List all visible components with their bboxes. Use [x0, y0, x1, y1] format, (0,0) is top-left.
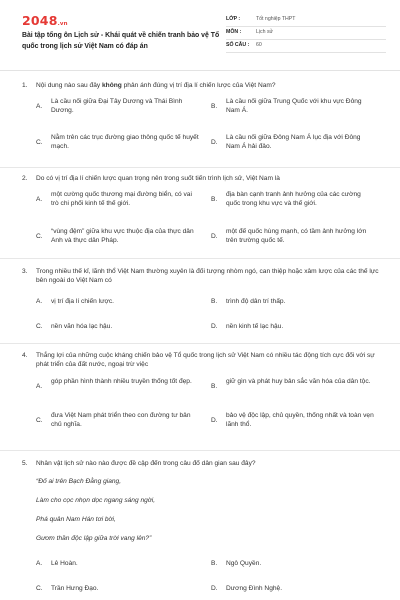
- question-3: [22, 267, 388, 343]
- question-number: 3.: [22, 268, 28, 275]
- worksheet-meta: [226, 14, 386, 53]
- logo-suffix: .vn: [57, 21, 68, 27]
- option-text: một đế quốc hùng mạnh, có tầm ảnh hưởng lớn trên trường quốc tế.: [226, 228, 367, 245]
- option-letter: A.: [36, 298, 43, 306]
- option-letter: A.: [36, 383, 43, 391]
- meta-value: 60: [256, 42, 262, 49]
- option-text: nền văn hóa lạc hậu.: [51, 323, 113, 331]
- option-text: “vùng đệm” giữa khu vực thuộc địa của thực dân Anh và thực dân Pháp.: [51, 228, 194, 245]
- meta-row-subject: [226, 27, 386, 40]
- site-logo[interactable]: [22, 12, 68, 29]
- header-divider: [0, 70, 400, 71]
- stem-text: Nhân vật lịch sử nào nào được đề cập đến trong câu đố dân gian sau đây?: [36, 460, 256, 467]
- riddle-line: Gươm thần độc lập giữa trời vang lên?”: [36, 535, 152, 543]
- option-text: trình độ dân trí thấp.: [226, 298, 286, 306]
- question-stem: [22, 267, 388, 285]
- option-text: giữ gìn và phát huy bản sắc văn hóa của dân tộc.: [226, 378, 371, 386]
- meta-row-class: [226, 14, 386, 27]
- question-number: 2.: [22, 175, 28, 182]
- options: [22, 97, 388, 169]
- meta-label: LỚP :: [226, 16, 241, 23]
- options: [22, 559, 388, 595]
- worksheet-title: Bài tập tổng ôn Lịch sử - Khái quát về chiến tranh bảo vệ Tổ quốc trong lịch sử Việt Nam có đáp án: [22, 32, 220, 50]
- option-text: một cường quốc thương mại đường biển, có vai trò chi phối kinh tế thế giới.: [51, 191, 192, 208]
- stem-text: Thắng lợi của những cuộc kháng chiến bảo vệ Tổ quốc trong lịch sử Việt Nam có nhiều tác động tích cực đối với sự phát triển của đất nước, ngoại trừ việc: [36, 352, 375, 369]
- option-letter: A.: [36, 560, 43, 568]
- riddle-line: Phá quân Nam Hán tơi bời,: [36, 516, 116, 524]
- option-letter: B.: [211, 298, 218, 306]
- question-divider: [0, 167, 400, 168]
- option-letter: A.: [36, 196, 43, 204]
- stem-text: Trong nhiều thế kỉ, lãnh thổ Việt Nam thường xuyên là đối tượng nhòm ngó, can thiệp hoặc xâm lược của các thế lực bên ngoài do Việt Nam có: [36, 268, 379, 285]
- option-text: Là cầu nối giữa Đại Tây Dương và Thái Bình Dương.: [51, 98, 183, 115]
- option-text: Ngô Quyền.: [226, 560, 262, 568]
- question-stem: [22, 174, 388, 183]
- option-letter: C.: [36, 585, 43, 593]
- option-letter: B.: [211, 196, 218, 204]
- question-number: 1.: [22, 82, 28, 89]
- option-letter: B.: [211, 383, 218, 391]
- worksheet-header: [0, 0, 400, 62]
- options: [22, 297, 388, 343]
- options: [22, 190, 388, 262]
- question-1: [22, 81, 388, 169]
- option-text: nền kinh tế lạc hậu.: [226, 323, 284, 331]
- option-letter: D.: [211, 139, 218, 147]
- option-letter: B.: [211, 560, 218, 568]
- option-letter: A.: [36, 103, 43, 111]
- option-text: bảo vệ độc lập, chủ quyền, thống nhất và toàn vẹn lãnh thổ.: [226, 412, 374, 429]
- option-letter: D.: [211, 585, 218, 593]
- folk-riddle: [22, 477, 388, 553]
- riddle-line: “Đố ai trên Bạch Đằng giang,: [36, 478, 122, 486]
- option-text: đưa Việt Nam phát triển theo con đường tư bản chủ nghĩa.: [51, 412, 191, 429]
- option-text: Dương Đình Nghệ.: [226, 585, 283, 593]
- option-letter: C.: [36, 323, 43, 331]
- stem-keyword: không: [102, 82, 122, 89]
- question-5: [22, 459, 388, 595]
- option-text: Trần Hưng Đạo.: [51, 585, 99, 593]
- option-letter: D.: [211, 323, 218, 331]
- meta-row-count: [226, 40, 386, 53]
- question-number: 4.: [22, 352, 28, 359]
- option-letter: D.: [211, 417, 218, 425]
- option-text: địa bàn cạnh tranh ảnh hưởng của các cường quốc trong khu vực và thế giới.: [226, 191, 361, 208]
- question-number: 5.: [22, 460, 28, 467]
- option-text: vị trí địa lí chiến lược.: [51, 298, 114, 306]
- question-divider: [0, 450, 400, 451]
- option-letter: D.: [211, 233, 218, 241]
- meta-label: MÔN :: [226, 29, 242, 36]
- stem-text: Do có vị trí địa lí chiến lược quan trọng nên trong suốt tiến trình lịch sử, Việt Nam là: [36, 175, 280, 182]
- question-divider: [0, 258, 400, 259]
- meta-value: Lịch sử: [256, 29, 274, 36]
- riddle-line: Làm cho cọc nhọn dọc ngang sáng ngời,: [36, 497, 156, 505]
- question-stem: [22, 81, 388, 90]
- option-text: Nằm trên các trục đường giao thông quốc tế huyết mạch.: [51, 134, 199, 151]
- option-text: Là cầu nối giữa Đông Nam Á lục địa với Đông Nam Á hải đảo.: [226, 134, 361, 151]
- option-text: Lê Hoàn.: [51, 560, 78, 568]
- question-2: [22, 174, 388, 262]
- option-letter: C.: [36, 417, 43, 425]
- option-letter: C.: [36, 233, 43, 241]
- question-divider: [0, 343, 400, 344]
- question-stem: [22, 459, 388, 468]
- stem-text: phản ánh đúng vị trí địa lí chiến lược của Việt Nam?: [121, 82, 276, 89]
- logo-text: 2048: [22, 13, 58, 28]
- options: [22, 377, 388, 447]
- option-text: Là cầu nối giữa Trung Quốc với khu vực Đông Nam Á.: [226, 98, 362, 115]
- option-text: góp phần hình thành nhiều truyền thống tốt đẹp.: [51, 378, 192, 386]
- option-letter: B.: [211, 103, 218, 111]
- question-4: [22, 351, 388, 447]
- question-stem: [22, 351, 388, 369]
- option-letter: C.: [36, 139, 43, 147]
- stem-text: Nội dung nào sau đây: [36, 82, 102, 89]
- meta-value: Tốt nghiệp THPT: [256, 16, 296, 23]
- meta-label: SỐ CÂU :: [226, 42, 250, 49]
